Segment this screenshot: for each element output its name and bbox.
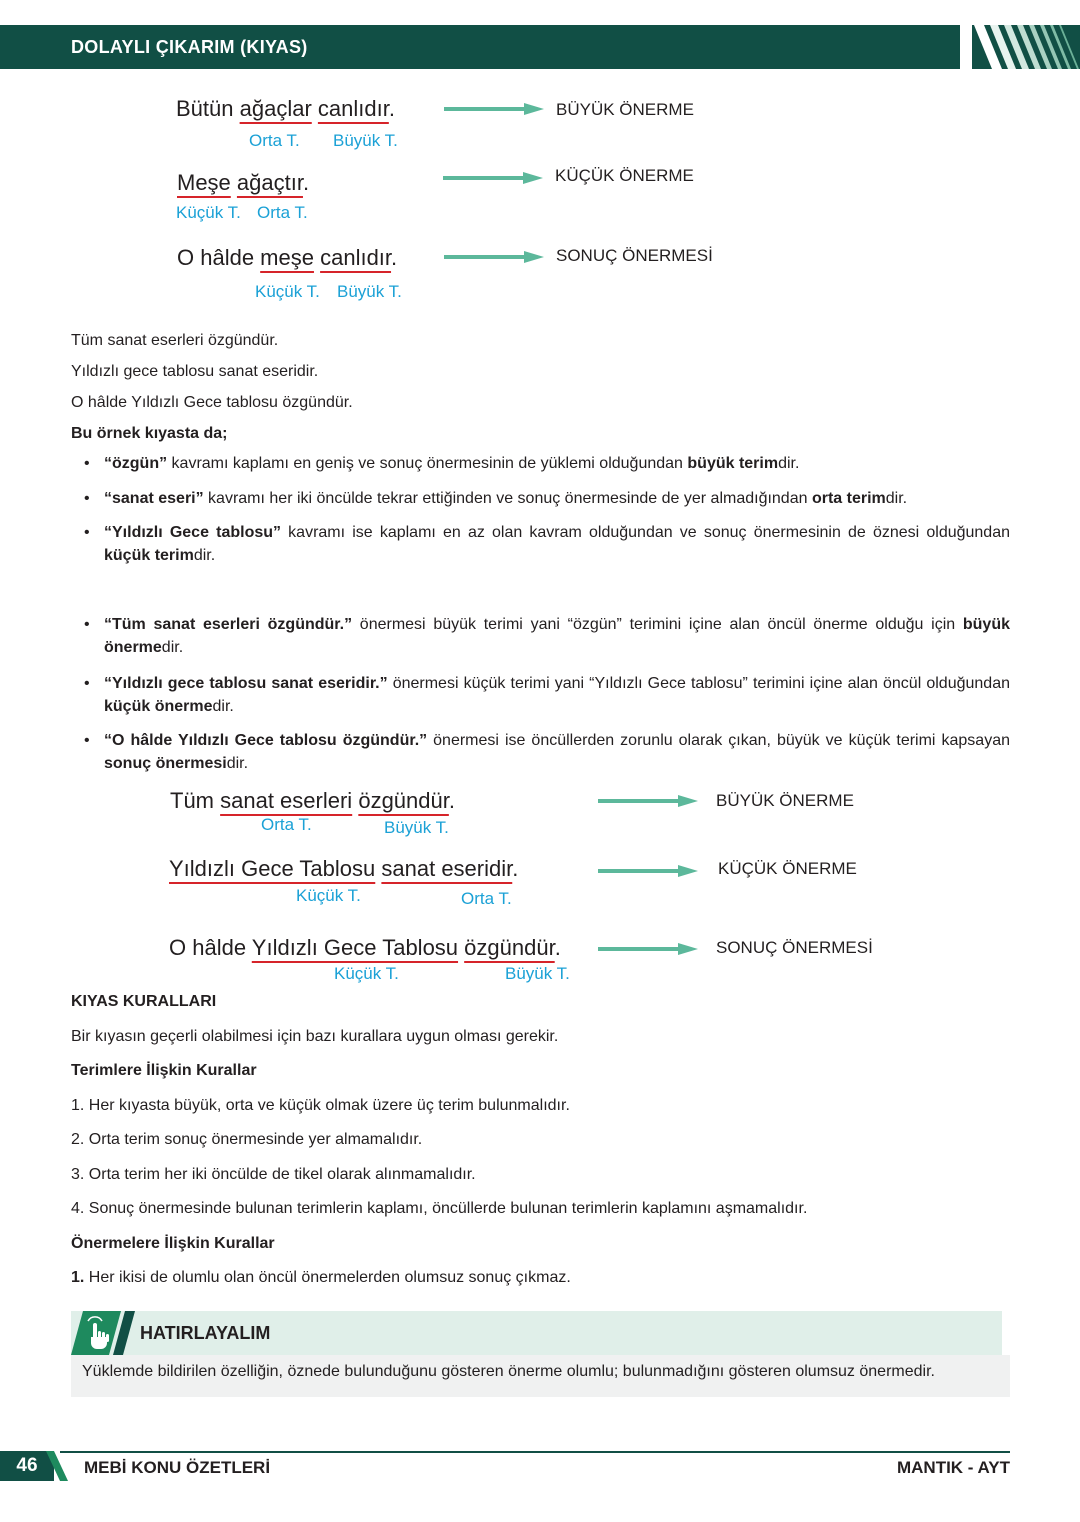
- example2-conclusion: O hâlde Yıldızlı Gece Tablosu özgündür.: [169, 935, 561, 960]
- middle-term: sanat eseridir: [381, 856, 513, 881]
- list-item: • “özgün” kavramı kaplamı en geniş ve sonuç önermesinin de yüklemi olduğundan büyük terimdir.: [84, 455, 800, 472]
- term-label: Küçük T.: [296, 886, 361, 905]
- header-stripes-decoration: [960, 25, 1080, 69]
- premise-type-tag: SONUÇ ÖNERMESİ: [556, 246, 713, 265]
- paragraph: Yıldızlı gece tablosu sanat eseridir.: [71, 363, 319, 380]
- example2-premise-major: Tüm sanat eserleri özgündür.: [170, 788, 455, 813]
- term-label: Küçük T.: [334, 964, 399, 983]
- paragraph: O hâlde Yıldızlı Gece tablosu özgündür.: [71, 394, 353, 411]
- rule-item: 1. Her ikisi de olumlu olan öncül önermelerden olumsuz sonuç çıkmaz.: [71, 1269, 571, 1286]
- paragraph: Tüm sanat eserleri özgündür.: [71, 332, 279, 349]
- minor-term: Meşe: [177, 170, 231, 195]
- premise-type-tag: SONUÇ ÖNERMESİ: [716, 938, 873, 957]
- example2-premise-minor: Yıldızlı Gece Tablosu sanat eseridir.: [169, 856, 519, 881]
- minor-term: Yıldızlı Gece Tablosu: [251, 935, 459, 960]
- arrow-icon: [598, 943, 698, 955]
- term-label: Küçük T.: [255, 282, 320, 301]
- list-item: • “Yıldızlı gece tablosu sanat eseridir.” önermesi küçük terimi yani “Yıldızlı Gece tablosu” terimini içine alan öncül olduğundan küçük önermedir.: [84, 675, 1010, 715]
- term-label: Orta T.: [261, 815, 312, 834]
- premise-type-tag: BÜYÜK ÖNERME: [716, 791, 854, 810]
- premise-type-tag: BÜYÜK ÖNERME: [556, 100, 694, 119]
- reminder-body: [71, 1355, 1010, 1397]
- pointing-hand-icon: [71, 1311, 137, 1355]
- major-term: canlıdır: [317, 96, 389, 121]
- major-term: canlıdır: [320, 245, 392, 270]
- arrow-icon: [598, 795, 698, 807]
- example1-premise-minor: Meşe ağaçtır.: [177, 170, 310, 195]
- term-label: Orta T.: [257, 203, 308, 222]
- example1-premise-major: Bütün ağaçlar canlıdır.: [176, 96, 395, 121]
- footer-left-text: MEBİ KONU ÖZETLERİ: [84, 1458, 271, 1477]
- reminder-text: Yüklemde bildirilen özelliğin, öznede bulunduğunu gösteren önerme olumlu; bulunmadığını gösteren olumsuz önermedir.: [82, 1363, 935, 1380]
- minor-term: meşe: [260, 245, 314, 270]
- list-item: • “Yıldızlı Gece tablosu” kavramı ise kaplamı en az olan kavram olduğundan ve sonuç önermesinin de öznesi olduğundan küçük terimdir.: [84, 524, 1010, 564]
- minor-term: Yıldızlı Gece Tablosu: [169, 856, 376, 881]
- middle-term: sanat eserleri: [220, 788, 353, 813]
- term-label: Büyük T.: [384, 818, 449, 837]
- middle-term: ağaçtır: [236, 170, 303, 195]
- footer-stripe-decoration: [46, 1451, 72, 1481]
- chapter-title: DOLAYLI ÇIKARIM (KIYAS): [71, 37, 308, 57]
- page-number: 46: [0, 1451, 54, 1481]
- term-label: Orta T.: [249, 131, 300, 150]
- term-label: Büyük T.: [337, 282, 402, 301]
- term-label: Küçük T.: [176, 203, 241, 222]
- footer-right-text: MANTIK - AYT: [896, 1458, 1010, 1477]
- list-item: • “Tüm sanat eserleri özgündür.” önermesi büyük terimi yani “özgün” terimini içine alan öncül önerme olduğu için büyük önermedir.: [84, 616, 1010, 656]
- arrow-icon: [598, 865, 698, 877]
- paragraph: Bir kıyasın geçerli olabilmesi için bazı kurallara uygun olması gerekir.: [71, 1028, 559, 1045]
- term-label: Orta T.: [461, 889, 512, 908]
- major-term: özgündür: [464, 935, 555, 960]
- section-heading: KIYAS KURALLARI: [71, 993, 217, 1010]
- list-item: • “O hâlde Yıldızlı Gece tablosu özgündür.” önermesi ise öncüllerden zorunlu olarak çıkan, büyük ve küçük terimi kapsayan sonuç önermesidir.: [84, 732, 1010, 772]
- term-label: Büyük T.: [333, 131, 398, 150]
- rule-item: 4. Sonuç önermesinde bulunan terimlerin kaplamı, öncüllerde bulunan terimlerin kaplamını aşmamalıdır.: [71, 1200, 808, 1217]
- subsection-heading: Terimlere İlişkin Kurallar: [71, 1062, 257, 1079]
- list-item: • “sanat eseri” kavramı her iki öncülde tekrar ettiğinden ve sonuç önermesinde de yer almadığından orta terimdir.: [84, 490, 908, 507]
- paragraph-bold: Bu örnek kıyasta da;: [71, 425, 228, 442]
- example1-conclusion: O hâlde meşe canlıdır.: [177, 245, 398, 270]
- major-term: özgündür: [358, 788, 449, 813]
- reminder-header: [71, 1311, 1002, 1355]
- reminder-title: HATIRLAYALIM: [140, 1323, 271, 1343]
- arrow-icon: [443, 172, 543, 184]
- arrow-icon: [444, 251, 544, 263]
- chapter-header: [0, 25, 1080, 69]
- premise-type-tag: KÜÇÜK ÖNERME: [555, 166, 694, 185]
- subsection-heading: Önermelere İlişkin Kurallar: [71, 1235, 275, 1252]
- footer-divider: [60, 1451, 1010, 1453]
- premise-type-tag: KÜÇÜK ÖNERME: [718, 859, 857, 878]
- term-label: Büyük T.: [505, 964, 570, 983]
- arrow-icon: [444, 103, 544, 115]
- rule-item: 2. Orta terim sonuç önermesinde yer almamalıdır.: [71, 1131, 423, 1148]
- rule-item: 3. Orta terim her iki öncülde de tikel olarak alınmamalıdır.: [71, 1166, 476, 1183]
- middle-term: ağaçlar: [239, 96, 312, 121]
- rule-item: 1. Her kıyasta büyük, orta ve küçük olmak üzere üç terim bulunmalıdır.: [71, 1097, 570, 1114]
